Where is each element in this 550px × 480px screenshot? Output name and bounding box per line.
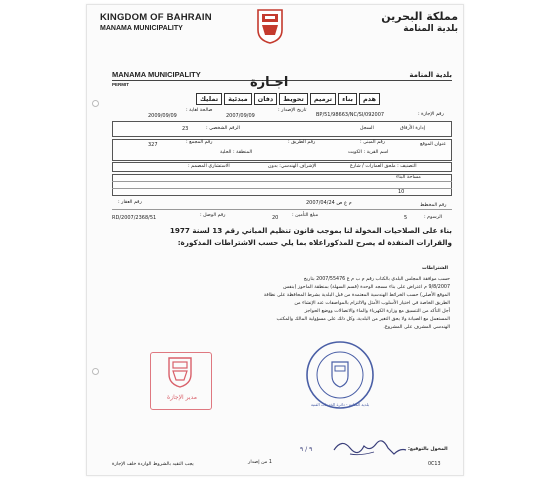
receipt-label: رقم الوصل :: [200, 213, 226, 218]
type-ownership: تمليك: [196, 93, 222, 105]
municipality-name-en: MANAMA MUNICIPALITY: [100, 25, 183, 32]
valid-until: 2009/09/09: [148, 113, 177, 119]
handwritten-signature: [330, 432, 410, 460]
divider: [112, 209, 452, 210]
plan-date: 2007/04/24 م ع ص: [306, 200, 352, 206]
law-statement-line2: والقرارات المنفذة له يصرح للمذكوراعلاه بما يلي حسب الاشتراطات المذكورة:: [177, 238, 452, 247]
country-name-en: KINGDOM OF BAHRAIN: [100, 12, 212, 23]
country-name-ar: مملكة البحرين: [381, 10, 458, 23]
conditions-label: الشتراطات: [422, 266, 449, 271]
form-municipality-ar: بلدية المنامة: [409, 71, 452, 79]
type-fencing: تحويط: [279, 93, 308, 105]
license-no: BP/51/98663/NC/SI/092007: [316, 112, 385, 118]
type-preliminary: مبدئية: [224, 93, 251, 105]
footer-note: يجب التقيد بالشروط الواردة خلف الإجازة: [112, 462, 194, 467]
insurance-label: مبلغ التأمين :: [292, 213, 319, 218]
classification-label: التصنيف : ملحق العمارات / شارع: [350, 164, 417, 169]
permit-label-en: PERMIT: [112, 82, 130, 87]
issue-date-label: تاريخ الإصدار :: [278, 108, 307, 113]
header-arabic: [381, 10, 458, 34]
building-label: رقم المبنى :: [360, 140, 385, 145]
valid-until-label: صالحة لغاية :: [186, 108, 213, 113]
location-box: [112, 139, 452, 161]
road-label: رقم الطريق :: [288, 140, 316, 145]
location-label: عنوان الموقع: [420, 142, 447, 147]
condition-line: أجل التأكد من التنسيق مع وزارة الكهرباء والماء والاتصالات ووضع الحواجز: [304, 309, 450, 314]
type-demolition: هدم: [359, 93, 380, 105]
form-code: 0C13: [428, 462, 441, 467]
receipt-value: RD/2007/2368/51: [112, 215, 157, 221]
license-no-label: رقم الإجازة :: [418, 112, 444, 117]
authorised-signatory-label: المخول بالتوقيع:: [408, 447, 448, 452]
condition-line: حسب موافقة المجلس البلدي بالكتاب رقم م ب م ع 2007/55476 بتاريخ: [303, 277, 450, 282]
seal-text: بلدية المنامة - دائرة الخدمات الفنية: [310, 402, 370, 407]
block-label: رقم المجمع :: [186, 140, 213, 145]
admin-label: إدارة الأرفاق: [400, 126, 426, 131]
official-seal-right: [305, 340, 375, 410]
municipality-logo: [256, 8, 284, 44]
floors-value: 10: [398, 189, 405, 195]
conditions-text: [150, 276, 450, 332]
header-english: [100, 12, 212, 32]
condition-line: الطريق الخاصة في اختيار الأسلوب الأمثل والالتزام بالمواصفات عند الإنشاء من: [294, 301, 450, 306]
insurance-value: 20: [272, 215, 279, 221]
permit-title-ar: اجـازة: [250, 75, 289, 90]
stamp-left-text: مدير الإجازة: [167, 394, 197, 401]
stamp-logo-icon: [166, 356, 194, 388]
type-construction: بناء: [338, 93, 357, 105]
table-row-divider: [112, 181, 452, 182]
cpr-value: 23: [182, 126, 189, 132]
type-landfill: دفان: [254, 93, 278, 105]
fees-value: 5: [404, 215, 408, 221]
type-renovation: ترميم: [310, 93, 336, 105]
fees-label: الرسوم :: [424, 215, 443, 220]
building-area-label: مساحة البناء: [396, 175, 421, 180]
engineer-label: الإشراف الهندسي: بدون: [268, 164, 317, 169]
municipality-name-ar: بلدية المنامة: [403, 24, 458, 34]
law-statement-line1: بناء على الصلاحيات المخولة لنا بموجب قانون تنظيم المباني رقم 13 لسنة 1977: [169, 226, 452, 235]
punch-hole: [92, 368, 99, 375]
town-label: اسم القرية : الكويت: [348, 150, 389, 155]
condition-line: الموقع الأصلي) حسب الخرائط الهندسية المعتمدة من قبل البلدية بشرط المحافظة على نظافة: [263, 293, 450, 298]
area-label: المنطقة : الحلية: [220, 150, 253, 155]
plan-label: رقم المخطط: [420, 203, 447, 208]
condition-line: الهندسي المشرف على المشروع.: [383, 325, 450, 330]
form-municipality-en: MANAMA MUNICIPALITY: [112, 70, 201, 79]
punch-hole: [92, 100, 99, 107]
condition-line: المستعمل مع الصيانة ولا يحق التغير من البلدية، وكل ذلك على مسؤولية المالك والمكتب: [276, 317, 450, 322]
cpr-label: الرقم الشخصي :: [206, 126, 240, 131]
condition-line: 9/8/2007 م اعتراض على بناء مسجد الوحدة (قسم السهلة) بمنطقة الماحوز (بنفس: [283, 285, 450, 290]
parcel-label: رقم العقار :: [118, 200, 142, 205]
permit-type-options: [196, 93, 380, 105]
signature-date: ٩ / ٩: [300, 446, 313, 453]
block-value: 327: [148, 142, 158, 148]
issue-date: 2007/09/09: [226, 113, 255, 119]
consultant-label: الاستشاري المصمم :: [188, 164, 230, 169]
copy-label: 1 من إصدار: [248, 460, 272, 465]
admin-value: السجل: [360, 126, 374, 131]
